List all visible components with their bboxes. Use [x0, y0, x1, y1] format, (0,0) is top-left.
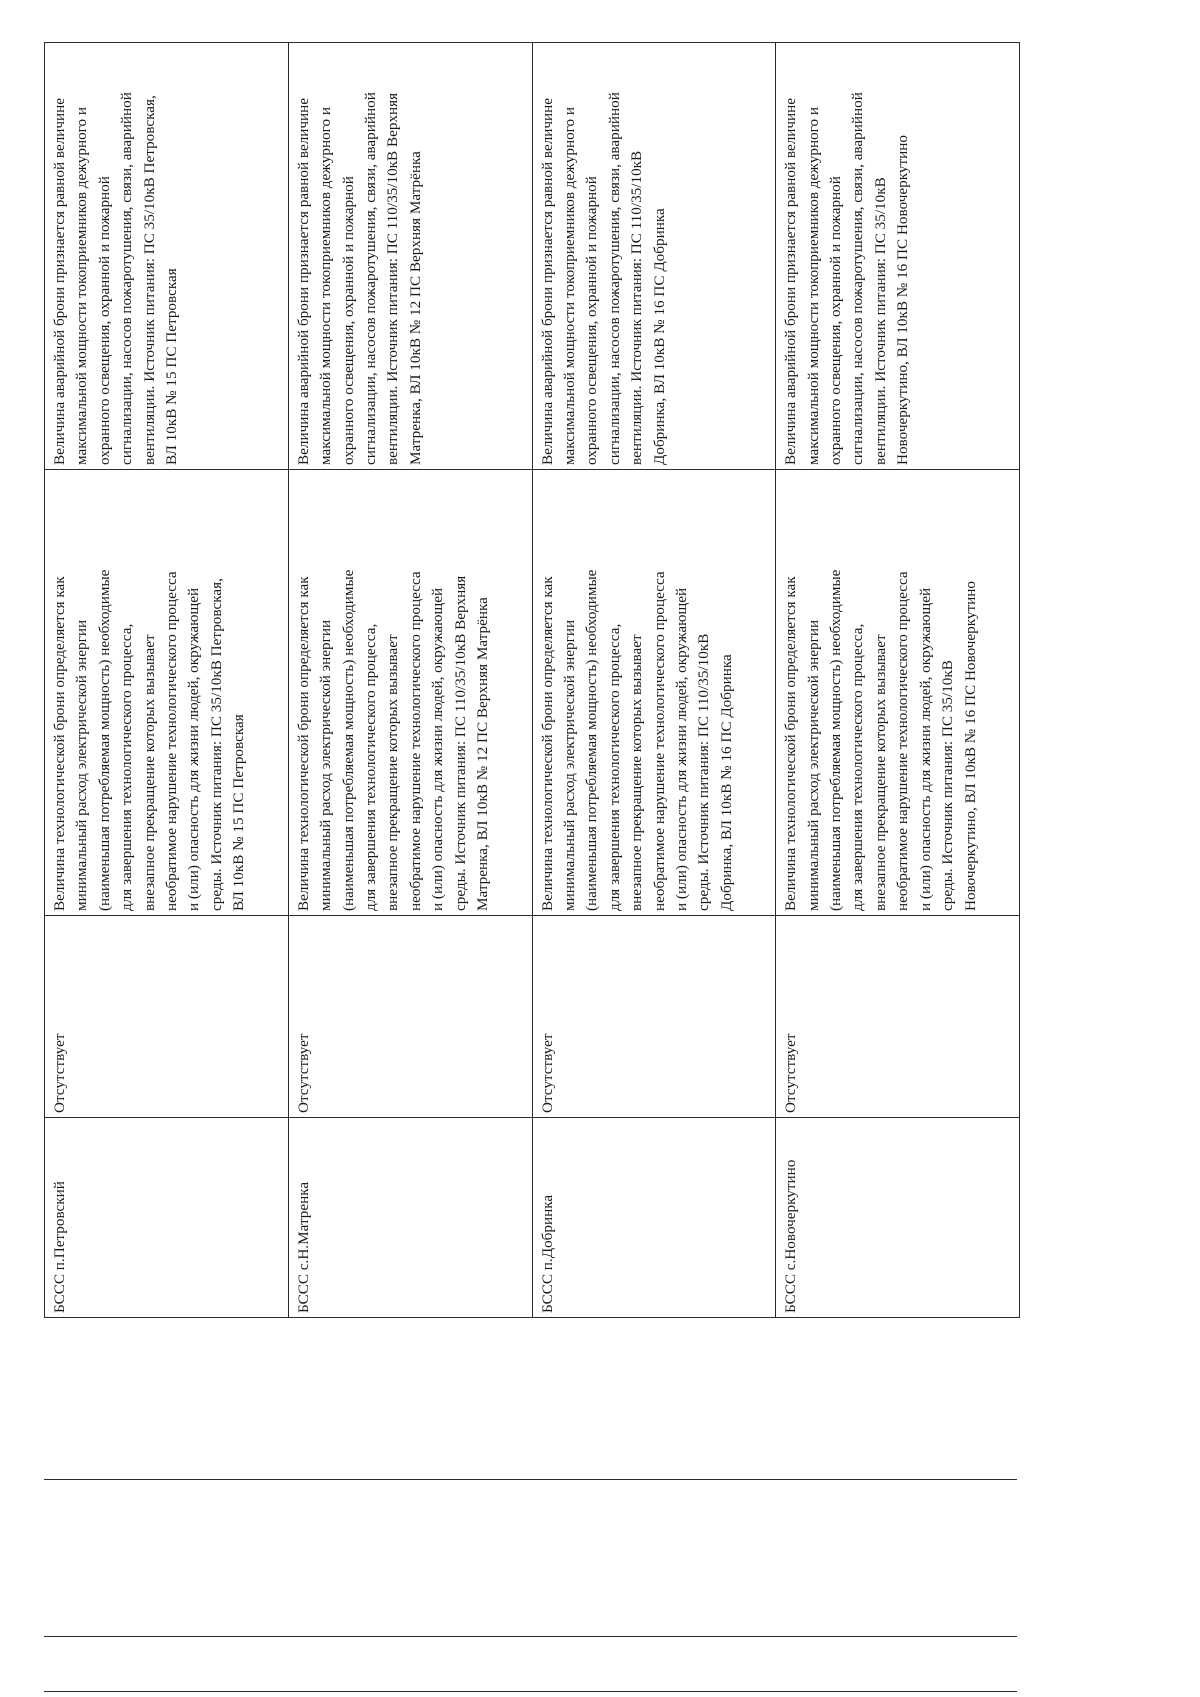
- object-name-cell: БССС с.Новочеркутино: [776, 1118, 1020, 1318]
- object-name-cell: БССС с.Н.Матренка: [288, 1118, 532, 1318]
- table-row: [776, 43, 1020, 1318]
- tech-reserve-cell: Величина технологической брони определяется как минимальный расход электрической энергии (наименьшая потребляемая мощность) необходимые для завершения технологического процесса, внезапное прекращение которых вызывает необратимое нарушение технологического процесса и (или) опасность для жизни людей, окружающей среды. Источник питания: ПС 35/10кВ Петровская, ВЛ 10кВ № 15 ПС Петровская: [45, 470, 289, 916]
- emergency-reserve-cell: Величина аварийной брони признается равной величине максимальной мощности токоприемников дежурного и охранного освещения, охранной и пожарной сигнализации, насосов пожаротушения, связи, аварийной вентиляции. Источник питания: ПС 110/35/10кВ Верхняя Матренка, ВЛ 10кВ № 12 ПС Верхняя Матрёнка: [288, 43, 532, 470]
- emergency-reserve-cell: Величина аварийной брони признается равной величине максимальной мощности токоприемников дежурного и охранного освещения, охранной и пожарной сигнализации, насосов пожаротушения, связи, аварийной вентиляции. Источник питания: ПС 110/35/10кВ Добринка, ВЛ 10кВ № 16 ПС Добринка: [532, 43, 776, 470]
- signature-line: [44, 1691, 1017, 1692]
- status-cell: Отсутствует: [776, 916, 1020, 1118]
- tech-reserve-cell: Величина технологической брони определяется как минимальный расход электрической энергии (наименьшая потребляемая мощность) необходимые для завершения технологического процесса, внезапное прекращение которых вызывает необратимое нарушение технологического процесса и (или) опасность для жизни людей, окружающей среды. Источник питания: ПС 110/35/10кВ Добринка, ВЛ 10кВ № 16 ПС Добринка: [532, 470, 776, 916]
- tech-reserve-cell: Величина технологической брони определяется как минимальный расход электрической энергии (наименьшая потребляемая мощность) необходимые для завершения технологического процесса, внезапное прекращение которых вызывает необратимое нарушение технологического процесса и (или) опасность для жизни людей, окружающей среды. Источник питания: ПС 35/10кВ Новочеркутино, ВЛ 10кВ № 16 ПС Новочеркутино: [776, 470, 1020, 916]
- status-cell: Отсутствует: [45, 916, 289, 1118]
- emergency-reserve-cell: Величина аварийной брони признается равной величине максимальной мощности токоприемников дежурного и охранного освещения, охранной и пожарной сигнализации, насосов пожаротушения, связи, аварийной вентиляции. Источник питания: ПС 35/10кВ Петровская, ВЛ 10кВ № 15 ПС Петровская: [45, 43, 289, 470]
- emergency-reserve-cell: Величина аварийной брони признается равной величине максимальной мощности токоприемников дежурного и охранного освещения, охранной и пожарной сигнализации, насосов пожаротушения, связи, аварийной вентиляции. Источник питания: ПС 35/10кВ Новочеркутино, ВЛ 10кВ № 16 ПС Новочеркутино: [776, 43, 1020, 470]
- reserve-table: [44, 42, 1020, 1318]
- status-cell: Отсутствует: [532, 916, 776, 1118]
- table-row: [532, 43, 776, 1318]
- tech-reserve-cell: Величина технологической брони определяется как минимальный расход электрической энергии (наименьшая потребляемая мощность) необходимые для завершения технологического процесса, внезапное прекращение которых вызывает необратимое нарушение технологического процесса и (или) опасность для жизни людей, окружающей среды. Источник питания: ПС 110/35/10кВ Верхняя Матренка, ВЛ 10кВ № 12 ПС Верхняя Матрёнка: [288, 470, 532, 916]
- object-name-cell: БССС п.Петровский: [45, 1118, 289, 1318]
- signature-line: [44, 1636, 1017, 1637]
- rotated-page: [44, 43, 1019, 1318]
- signature-line: [44, 1479, 1017, 1480]
- table-row: [288, 43, 532, 1318]
- object-name-cell: БССС п.Добринка: [532, 1118, 776, 1318]
- table-row: [45, 43, 289, 1318]
- status-cell: Отсутствует: [288, 916, 532, 1118]
